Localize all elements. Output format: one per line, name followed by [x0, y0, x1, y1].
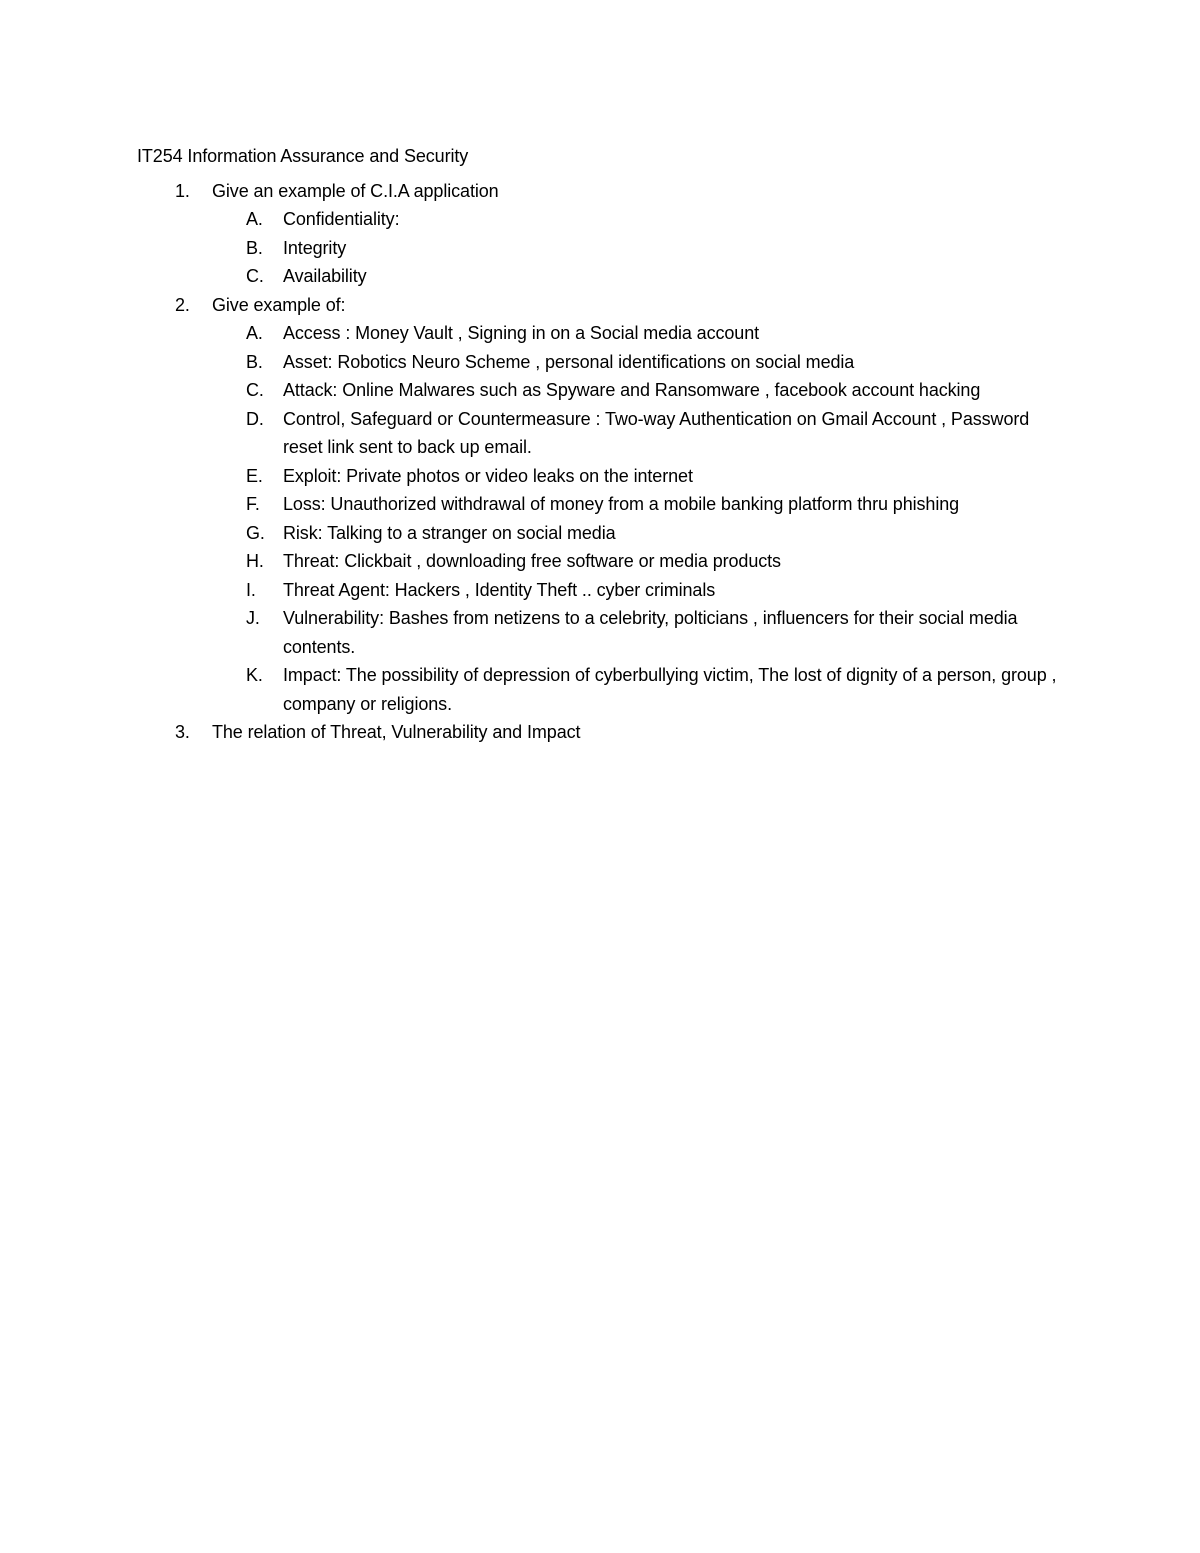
sub-item-letter: C.: [246, 266, 264, 286]
sub-item-letter: E.: [246, 465, 263, 486]
sub-item-text: Risk: Talking to a stranger on social media: [283, 522, 616, 543]
sub-item-letter: J.: [246, 608, 260, 628]
question-item: [137, 177, 1067, 291]
question-number: 2.: [175, 294, 190, 315]
sub-item-text: Threat Agent: Hackers , Identity Theft .. cyber criminals: [283, 579, 716, 600]
sub-item-text: Vulnerability: Bashes from netizens to a celebrity, polticians , influencers for their social media contents.: [283, 608, 1018, 657]
sub-item-text: Availability: [283, 266, 367, 286]
question-text: The relation of Threat, Vulnerability and Impact: [212, 722, 581, 742]
question-text: Give example of:: [212, 294, 346, 315]
sub-item-text: Access : Money Vault , Signing in on a Social media account: [283, 323, 760, 343]
sub-item-text: Asset: Robotics Neuro Scheme , personal identifications on social media: [283, 351, 855, 372]
sub-item: [212, 604, 1067, 661]
sub-item-text: Impact: The possibility of depression of cyberbullying victim, The lost of dignity of a person, group , company or religions.: [283, 665, 1057, 714]
sub-item: [212, 661, 1067, 718]
question-item: [137, 291, 1067, 719]
sub-item-letter: B.: [246, 237, 263, 258]
sub-item-text: Control, Safeguard or Countermeasure : Two-way Authentication on Gmail Account , Password reset link sent to back up email.: [283, 408, 1030, 457]
sub-item-letter: K.: [246, 665, 263, 685]
sub-item-letter: D.: [246, 408, 264, 429]
sub-item: [212, 262, 1067, 291]
sub-item-letter: B.: [246, 351, 263, 372]
sub-item: [212, 576, 1067, 605]
sub-item: [212, 462, 1067, 491]
sub-item-text: Exploit: Private photos or video leaks on the internet: [283, 465, 693, 486]
sub-item-letter: C.: [246, 380, 264, 400]
sub-item: [212, 405, 1067, 462]
sub-item-letter: H.: [246, 551, 264, 571]
question-number: 1.: [175, 180, 190, 201]
sub-item: [212, 376, 1067, 405]
question-number: 3.: [175, 722, 190, 742]
sub-item-text: Integrity: [283, 237, 347, 258]
sub-item-text: Confidentiality:: [283, 209, 400, 229]
question-text: Give an example of C.I.A application: [212, 180, 499, 201]
sub-item-text: Attack: Online Malwares such as Spyware and Ransomware , facebook account hacking: [283, 380, 981, 400]
sub-item-list: [212, 319, 1067, 718]
sub-item-letter: A.: [246, 323, 263, 343]
sub-item-letter: F.: [246, 494, 260, 514]
sub-item-letter: I.: [246, 579, 256, 600]
sub-item: [212, 519, 1067, 548]
sub-item: [212, 319, 1067, 348]
question-list: [137, 177, 1067, 747]
sub-item: [212, 348, 1067, 377]
sub-item-list: [212, 205, 1067, 291]
sub-item-letter: G.: [246, 522, 265, 543]
sub-item-text: Threat: Clickbait , downloading free software or media products: [283, 551, 781, 571]
sub-item-letter: A.: [246, 209, 263, 229]
sub-item: [212, 234, 1067, 263]
sub-item: [212, 490, 1067, 519]
document-body: [137, 142, 1067, 747]
sub-item-text: Loss: Unauthorized withdrawal of money from a mobile banking platform thru phishing: [283, 494, 960, 514]
question-item: [137, 718, 1067, 747]
sub-item: [212, 205, 1067, 234]
document-title: IT254 Information Assurance and Security: [137, 146, 469, 166]
sub-item: [212, 547, 1067, 576]
